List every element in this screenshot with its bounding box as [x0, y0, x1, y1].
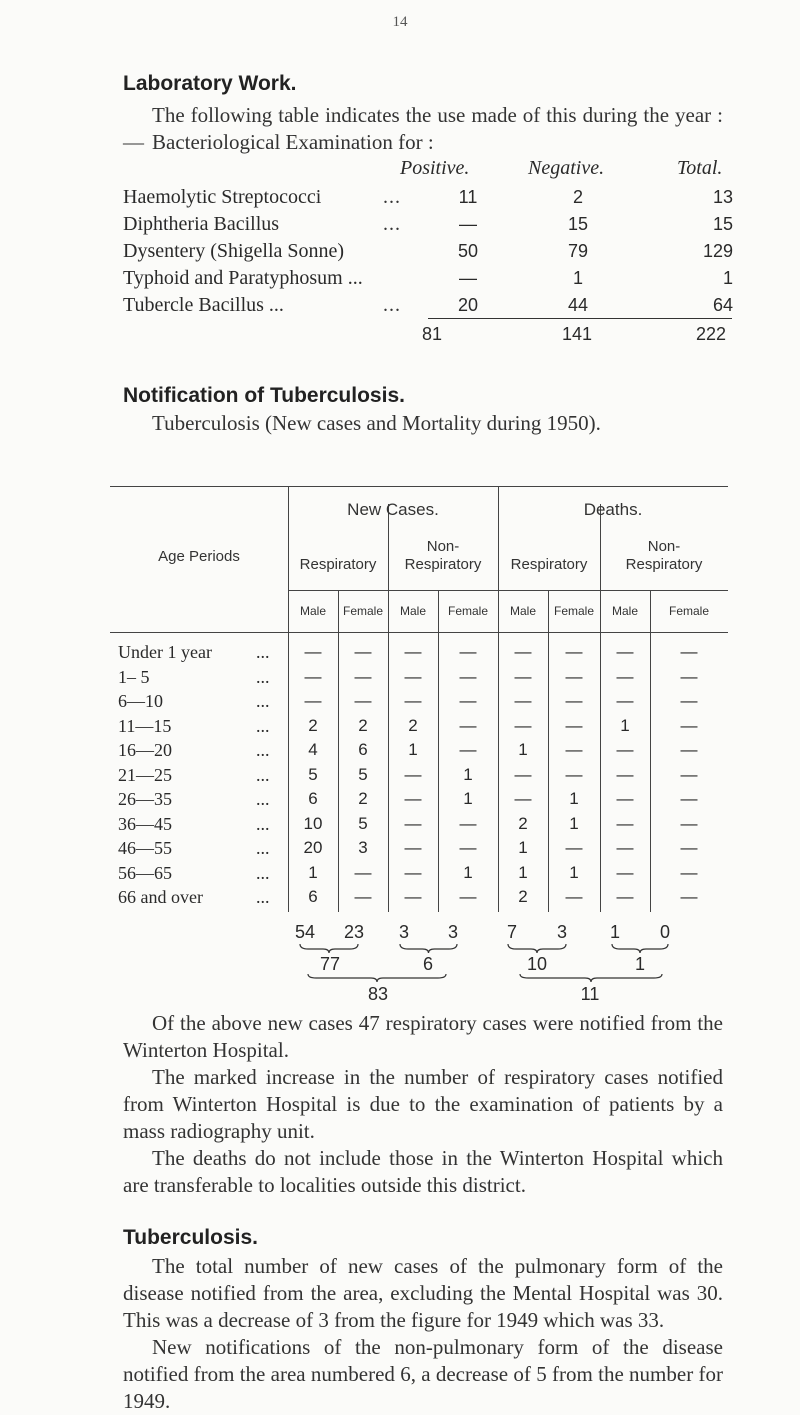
tb-age-period [118, 789, 288, 810]
bact-name: Haemolytic Streptococci [123, 186, 322, 208]
tb-cell: 1 [308, 862, 318, 882]
tb-cell: — [565, 887, 583, 906]
tb-cell: — [404, 789, 422, 808]
positive-header: Positive. [400, 157, 470, 179]
tb-cell: — [565, 838, 583, 857]
tb-column-total: 3 [556, 922, 567, 942]
non-pulmonary-paragraph: New notifications of the non-pulmonary form of the disease notified from the area numbered 6, a decrease of 5 from the number for 1949. [123, 1335, 723, 1413]
tb-cell: 1 [463, 862, 473, 882]
page-number: 14 [392, 14, 408, 30]
tb-age-period [118, 740, 288, 761]
tb-cell: — [404, 887, 422, 906]
tb-cell: — [680, 691, 698, 710]
bact-total: 13 [712, 187, 733, 207]
tb-cell: — [565, 764, 583, 784]
bact-dots: ... [383, 294, 401, 316]
tb-cell: — [565, 666, 583, 686]
tb-age-period [118, 642, 288, 663]
bact-total: 1 [722, 268, 733, 288]
tb-cell: — [616, 789, 634, 808]
tb-cell: — [459, 666, 477, 686]
tb-cell: — [616, 838, 634, 857]
tb-age-dots: ... [256, 887, 270, 907]
tb-age-period [118, 863, 288, 884]
female-header: Female [342, 604, 383, 618]
tb-cell: 2 [358, 715, 368, 735]
bact-positive: 20 [457, 295, 479, 315]
tb-table-caption: Tuberculosis (New cases and Mortality during 1950). [152, 411, 601, 435]
tb-cell: 5 [308, 764, 318, 784]
bact-positive: — [459, 268, 477, 288]
male-header: Male [299, 604, 326, 618]
note-winterton-cases: Of the above new cases 47 respiratory cases were notified from the Winterton Hospital. [123, 1011, 723, 1062]
tb-cell: — [680, 740, 698, 759]
tb-column-total: 54 [294, 922, 316, 942]
tb-table [110, 486, 728, 976]
tb-cell: 1 [408, 740, 418, 759]
tb-cell: — [514, 789, 532, 808]
tb-cell: — [459, 740, 477, 759]
bact-negative: 2 [572, 187, 583, 207]
bact-dots: ... [383, 213, 401, 235]
tb-cell: — [304, 666, 322, 686]
tb-age-dots: ... [256, 862, 270, 883]
tb-column-total: 3 [447, 922, 458, 942]
tb-age-period [118, 887, 288, 908]
tb-age-dots: ... [256, 813, 270, 834]
bact-row [123, 238, 733, 265]
tb-age-period [118, 838, 288, 859]
tb-cell: — [459, 715, 477, 735]
tb-pair-total: 10 [526, 954, 548, 974]
tb-cell: — [404, 813, 422, 833]
tb-cell: — [459, 887, 477, 906]
tb-cell: — [680, 838, 698, 857]
bact-row [123, 184, 733, 211]
tb-cell: — [404, 642, 422, 661]
tb-column-total: 7 [506, 922, 517, 942]
tb-cell: — [304, 691, 322, 710]
bact-row [123, 265, 733, 292]
tb-age-period [118, 765, 288, 786]
tb-group-total: 83 [367, 984, 389, 1004]
tb-cell: — [404, 838, 422, 857]
tb-cell: 1 [569, 862, 579, 882]
deaths-non-respiratory-header-top: Non- [647, 538, 681, 555]
tb-pair-total: 77 [319, 954, 341, 974]
tb-age-label: 21—25 [118, 764, 172, 785]
tb-cell: — [514, 642, 532, 661]
tb-cell: 2 [518, 813, 528, 833]
female-header: Female [553, 604, 594, 618]
tb-age-dots: ... [256, 838, 270, 858]
tb-cell: — [565, 691, 583, 710]
tb-cell: — [616, 642, 634, 661]
tb-age-label: 36—45 [118, 813, 172, 834]
female-header: Female [668, 604, 709, 618]
tb-age-label: 56—65 [118, 862, 172, 883]
bact-positive: 50 [457, 241, 479, 261]
tb-cell: — [459, 838, 477, 857]
tb-cell: — [514, 691, 532, 710]
tb-cell: 2 [518, 887, 528, 906]
tb-group-total: 11 [580, 984, 600, 1004]
tb-cell: 1 [463, 789, 473, 808]
total-header: Total. [677, 157, 723, 179]
bact-total: 64 [712, 295, 733, 315]
tb-age-period [118, 667, 288, 688]
lab-subheading: Bacteriological Examination for : [152, 130, 434, 154]
tb-cell: — [565, 740, 583, 759]
tb-cell: — [616, 813, 634, 833]
non-respiratory-header-bottom: Respiratory [404, 556, 482, 573]
tb-age-label: 26—35 [118, 789, 172, 809]
deaths-respiratory-header: Respiratory [510, 556, 588, 573]
tb-age-dots: ... [256, 715, 270, 736]
bact-negative: 44 [567, 295, 589, 315]
tb-age-label: 1– 5 [118, 666, 150, 687]
tb-age-label: 16—20 [118, 740, 172, 760]
bact-total: 15 [712, 214, 733, 234]
tb-cell: — [565, 715, 583, 735]
tb-cell: — [616, 862, 634, 882]
note-mass-radiography: The marked increase in the number of respiratory cases notified from Winterton Hospital is due to the examination of patients by a mass radiography unit. [123, 1065, 723, 1143]
bact-negative: 15 [567, 214, 589, 234]
tb-cell: — [354, 642, 372, 661]
bact-total-total: 222 [696, 324, 727, 344]
tb-column-total: 1 [609, 922, 620, 942]
tb-age-label: Under 1 year [118, 642, 212, 662]
bact-dots: ... [383, 186, 401, 208]
tb-cell: — [514, 764, 532, 784]
tb-column-total: 0 [659, 922, 670, 942]
pulmonary-paragraph: The total number of new cases of the pulmonary form of the disease notified from the area, excluding the Mental Hospital was 30. This was a decrease of 3 from the figure for 1949 which was 33. [123, 1254, 723, 1332]
lab-heading: Laboratory Work. [123, 72, 297, 95]
bact-total: 129 [702, 241, 733, 261]
tb-cell: 3 [358, 838, 368, 857]
tb-cell: — [459, 642, 477, 661]
tb-age-label: 66 and over [118, 887, 203, 907]
tb-cell: 6 [308, 887, 318, 906]
tb-cell: 5 [358, 813, 368, 833]
negative-header: Negative. [528, 157, 605, 179]
tb-cell: — [404, 666, 422, 686]
lab-intro: The following table indicates the use made of this during the year :— [123, 103, 723, 154]
tb-cell: 1 [518, 862, 528, 882]
tb-cell: — [680, 764, 698, 784]
tb-cell: — [616, 740, 634, 759]
tb-cell: 6 [308, 789, 318, 808]
bact-name: Tubercle Bacillus ... [123, 294, 284, 316]
tb-cell: — [404, 764, 422, 784]
non-respiratory-header-top: Non- [426, 538, 460, 555]
tb-age-period [118, 716, 288, 737]
female-header: Female [447, 604, 488, 618]
bact-row [123, 211, 733, 238]
bact-negative: 1 [572, 268, 583, 288]
bact-positive: — [459, 214, 477, 234]
male-header: Male [509, 604, 536, 618]
tb-age-dots: ... [256, 740, 270, 760]
bact-positive: 11 [458, 187, 478, 207]
tb-cell: — [354, 887, 372, 906]
tb-cell: — [459, 691, 477, 710]
tb-age-dots: ... [256, 764, 270, 785]
tb-cell: — [616, 887, 634, 906]
male-header: Male [611, 604, 638, 618]
notification-heading: Notification of Tuberculosis. [123, 384, 405, 407]
tb-cell: 1 [569, 813, 579, 833]
tb-cell: 5 [358, 764, 368, 784]
tb-cell: — [616, 666, 634, 686]
deaths-non-respiratory-header-bottom: Respiratory [625, 556, 703, 573]
tb-cell: 1 [569, 789, 579, 808]
tb-age-dots: ... [256, 789, 270, 809]
bact-name: Dysentery (Shigella Sonne) [123, 240, 345, 262]
tb-cell: — [459, 813, 477, 833]
bact-total-negative: 141 [562, 324, 593, 344]
tb-cell: — [514, 666, 532, 686]
bact-row [123, 292, 733, 319]
tb-cell: — [680, 887, 698, 906]
new-cases-header: New Cases. [347, 500, 439, 519]
tb-cell: 10 [303, 813, 323, 833]
note-deaths-exclusion: The deaths do not include those in the Winterton Hospital which are transferable to localities outside this district. [123, 1146, 723, 1197]
tb-pair-total: 6 [422, 954, 433, 974]
tb-pair-total: 1 [634, 954, 645, 974]
tb-cell: — [404, 691, 422, 710]
tb-column-total: 23 [343, 922, 365, 942]
tb-age-label: 46—55 [118, 838, 172, 858]
tb-age-dots: ... [256, 642, 270, 662]
tb-cell: — [304, 642, 322, 661]
respiratory-header: Respiratory [299, 556, 377, 573]
tb-cell: 2 [358, 789, 368, 808]
bact-total-rule [428, 318, 732, 319]
bact-negative: 79 [567, 241, 589, 261]
tb-cell: — [680, 862, 698, 882]
male-header: Male [399, 604, 426, 618]
tb-age-period [118, 691, 288, 712]
bact-name: Typhoid and Paratyphosum ... [123, 267, 363, 289]
tb-cell: — [354, 666, 372, 686]
tb-age-dots: ... [256, 666, 270, 687]
tb-cell: — [354, 691, 372, 710]
tb-cell: — [616, 691, 634, 710]
tb-age-label: 11—15 [118, 715, 172, 736]
tb-cell: — [404, 862, 422, 882]
tb-cell: — [680, 666, 698, 686]
tb-cell: 4 [308, 740, 318, 759]
bacteriology-table [123, 184, 733, 319]
tb-cell: — [514, 715, 532, 735]
tb-cell: 1 [620, 715, 630, 735]
tb-cell: — [680, 813, 698, 833]
tb-cell: 1 [518, 740, 528, 759]
tb-cell: — [565, 642, 583, 661]
tb-cell: 2 [308, 715, 318, 735]
tb-cell: 2 [408, 715, 418, 735]
tb-age-period [118, 814, 288, 835]
tb-age-label: 6—10 [118, 691, 163, 711]
age-periods-header: Age Periods [158, 548, 240, 565]
deaths-header: Deaths. [583, 500, 643, 519]
tb-cell: 6 [358, 740, 368, 759]
tb-cell: — [354, 862, 372, 882]
tb-cell: — [680, 642, 698, 661]
tb-cell: 20 [303, 838, 323, 857]
tb-age-dots: ... [256, 691, 270, 711]
tb-cell: 1 [518, 838, 528, 857]
tb-cell: — [680, 789, 698, 808]
bact-name: Diphtheria Bacillus [123, 213, 280, 235]
tb-cell: 1 [463, 764, 473, 784]
tb-column-total: 3 [398, 922, 409, 942]
bact-total-positive: 81 [422, 324, 443, 344]
tuberculosis-heading: Tuberculosis. [123, 1226, 258, 1249]
tb-cell: — [680, 715, 698, 735]
tb-cell: — [616, 764, 634, 784]
